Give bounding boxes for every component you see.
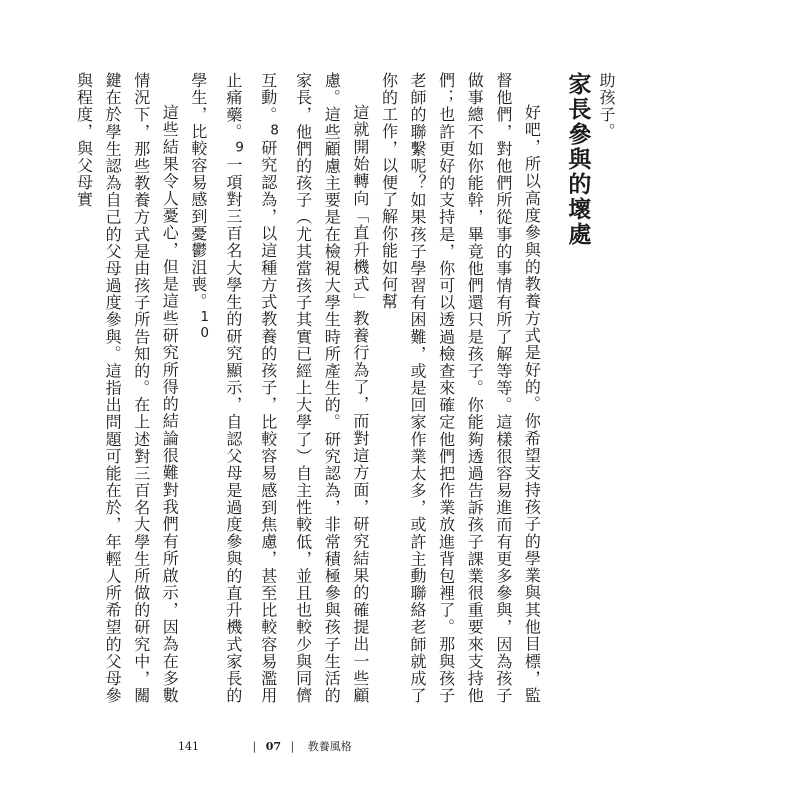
footnote-marker-10: 10 (197, 310, 213, 342)
page-footer (178, 738, 352, 754)
paragraph-2-text-b: 研究認為，以這種方式教養的孩子，比較容易感到焦慮，甚至比較容易濫用止痛藥。 (223, 72, 278, 705)
footnote-marker-9: 9 (232, 140, 248, 157)
paragraph-2-text-c: 一項對三百名大學生的研究顯示，自認父母是過度參與的直升機式家長的學生，比較容易感到憂鬱沮喪。 (188, 72, 243, 705)
chapter-title: 教養風格 (307, 740, 352, 753)
footer-separator-left: | (252, 740, 257, 753)
paragraph-3: 這些結果令人憂心，但是這些研究所得的結論很難對我們有所啟示，因為在多數情況下，那些教養方式是由孩子所告知的。在上述對三百名大學生所做的研究中，關鍵在於學生認為自己的父母過度參與。這指出問題可能在於，年輕人所希望的父母參與程度，與父母實 (74, 72, 180, 704)
section-title: 家長參與的壞處 (564, 72, 591, 247)
paragraph-2 (183, 72, 374, 704)
footer-separator-right: | (290, 740, 295, 753)
footnote-marker-8: 8 (267, 123, 283, 140)
page-number: 141 (178, 740, 199, 753)
continued-paragraph: 助孩子。 (597, 72, 616, 140)
paragraph-2-text-a: 這就開始轉向「直升機式」教養行為了，而對這方面，研究結果的確提出一些顧慮。這些顧慮主要是在檢視大學生時所產生的。研究認為，非常積極參與孩子生活的家長，他們的孩子（尤其當孩子其實已經上大學了）自主性較低，並且也較少與同儕互動。 (258, 72, 370, 704)
paragraph-1: 好吧，所以高度參與的教養方式是好的。你希望支持孩子的學業與其他目標，監督他們，對他們所從事的事情有所了解等等。這樣很容易進而有更多參與，因為孩子做事總不如你能幹，畢竟他們還只是孩子。你能夠透過告訴孩子課業很重要來支持他們；也許更好的支持是，你可以透過檢查來確定他們把作業放進背包裡了。那與孩子老師的聯繫呢？如果孩子學習有困難，或是回家作業太多，或許主動聯絡老師就成了你的工作，以便了解你能如何幫 (379, 72, 542, 704)
page-body (74, 72, 620, 705)
chapter-number: 07 (265, 740, 282, 753)
